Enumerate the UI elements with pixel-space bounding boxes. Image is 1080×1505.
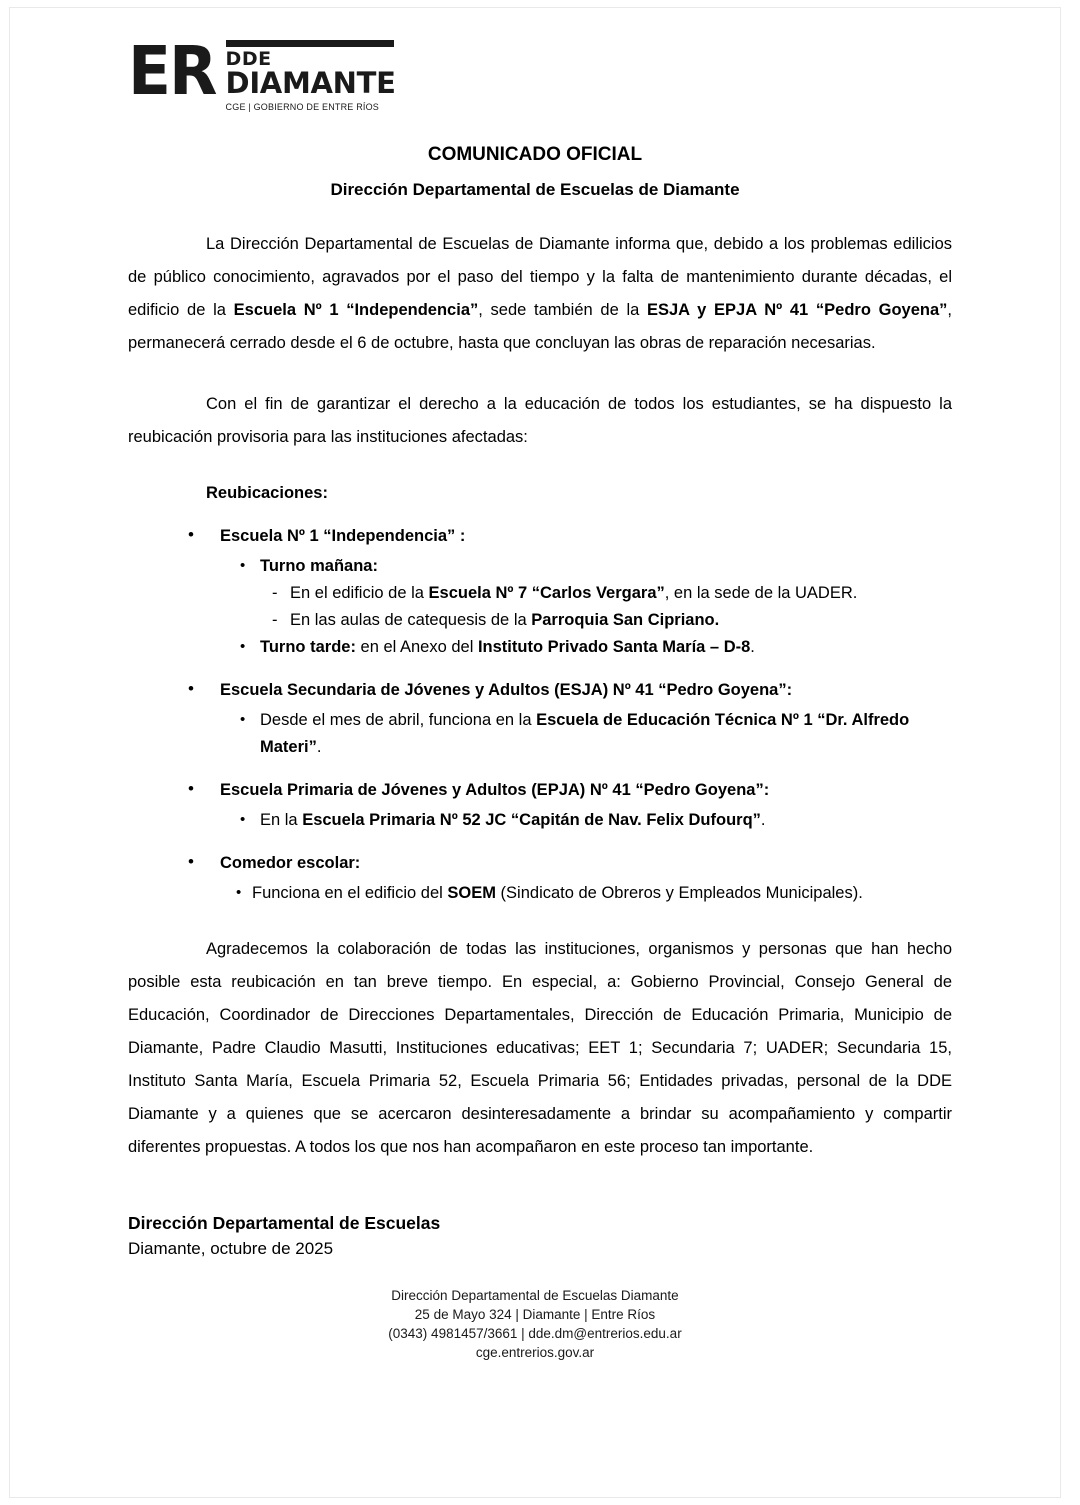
paragraph-1 bbox=[128, 228, 952, 360]
soem-name: SOEM bbox=[447, 884, 496, 902]
logo-bar-decoration bbox=[226, 40, 394, 47]
logo-text-block bbox=[226, 38, 396, 113]
page-subtitle: Dirección Departamental de Escuelas de Diamante bbox=[330, 180, 740, 199]
turno-manana-label: Turno mañana: bbox=[260, 557, 378, 575]
esja-loc-part-a: Desde el mes de abril, funciona en la bbox=[260, 711, 537, 729]
list-item-turno-manana-loc-2 bbox=[290, 607, 952, 634]
list-item-epja-41-loc bbox=[260, 807, 952, 834]
logo-initials: ER bbox=[128, 32, 216, 111]
comedor-locations bbox=[220, 880, 952, 907]
epja-loc-part-c: . bbox=[760, 811, 766, 829]
esja-loc-part-c: . bbox=[316, 738, 322, 756]
escuela-1-shifts bbox=[220, 553, 952, 661]
signature-organization: Dirección Departamental de Escuelas bbox=[128, 1213, 441, 1233]
footer-website: cge.entrerios.gov.ar bbox=[475, 1345, 595, 1360]
document-body bbox=[10, 228, 1060, 1164]
esja-41-locations bbox=[220, 707, 952, 761]
list-item-escuela-1 bbox=[220, 521, 952, 661]
logo-diamante-text: DIAMANTE bbox=[225, 66, 396, 100]
epja-loc-part-a: En la bbox=[260, 811, 303, 829]
list-item-turno-manana bbox=[260, 553, 952, 634]
school-1-name: Escuela Nº 1 “Independencia” bbox=[233, 301, 479, 319]
tm-loc2-part-a: En las aulas de catequesis de la bbox=[290, 611, 532, 629]
list-item-esja-41-label: Escuela Secundaria de Jóvenes y Adultos (ESJA) Nº 41 “Pedro Goyena”: bbox=[220, 681, 793, 699]
paragraph-1-part-c: , sede también de la bbox=[478, 301, 647, 319]
list-item-escuela-1-label: Escuela Nº 1 “Independencia” : bbox=[220, 527, 466, 545]
turno-tarde-label: Turno tarde: bbox=[260, 638, 356, 656]
list-item-comedor-label: Comedor escolar: bbox=[220, 854, 361, 872]
turno-manana-locations bbox=[260, 580, 952, 634]
paragraph-2: Con el fin de garantizar el derecho a la educación de todos los estudiantes, se ha dispuesto la reubicación provisoria para las instituciones afectadas: bbox=[128, 395, 952, 446]
eet-1-name: Escuela de Educación Técnica Nº 1 “Dr. Alfredo Materi” bbox=[260, 711, 910, 756]
list-item-turno-manana-loc-1 bbox=[290, 580, 952, 607]
relocations-heading: Reubicaciones: bbox=[206, 484, 328, 502]
instituto-santa-maria-name: Instituto Privado Santa María – D-8 bbox=[477, 638, 751, 656]
turno-tarde-part-c: . bbox=[750, 638, 755, 656]
logo-cge-text: CGE | GOBIERNO DE ENTRE RÍOS bbox=[225, 102, 380, 112]
list-item-comedor-escolar bbox=[220, 848, 952, 907]
dde-diamante-logo bbox=[128, 32, 1060, 112]
document-header bbox=[10, 8, 1060, 110]
turno-tarde-part-a: en el Anexo del bbox=[355, 638, 478, 656]
list-item-esja-41-loc bbox=[260, 707, 952, 761]
logo-dde-text: DDE bbox=[225, 48, 272, 70]
comedor-loc-part-a: Funciona en el edificio del bbox=[252, 884, 448, 902]
paragraph-3: Agradecemos la colaboración de todas las instituciones, organismos y personas que han hecho posible esta reubicación en tan breve tiempo. En especial, a: Gobierno Provincial, Consejo General de Educación, Coordinador de Direcciones Departamentales, Dirección de Educación Primaria, Municipio de Diamante, Padre Claudio Masutti, Instituciones educativas; EET 1; Secundaria 7; UADER; Secundaria 15, Instituto Santa María, Escuela Primaria 52, Escuela Primaria 56; Entidades privadas, personal de la DDE Diamante y a quienes que se acercaron desinteresadamente a brindar su acompañamiento y compartir diferentes propuestas. A todos los que nos han acompañaron en este proceso tan importante. bbox=[128, 940, 952, 1156]
paragraph-1-part-e: , permanecerá cerrado desde el 6 de octubre, hasta que concluyan las obras de reparación necesarias. bbox=[128, 301, 952, 352]
signature-date: Diamante, octubre de 2025 bbox=[128, 1239, 334, 1258]
signature-block bbox=[10, 1210, 1060, 1262]
escuela-52-name: Escuela Primaria Nº 52 JC “Capitán de Nav. Felix Dufourq” bbox=[302, 811, 761, 829]
tm-loc1-part-a: En el edificio de la bbox=[290, 584, 429, 602]
tm-loc1-part-c: , en la sede de la UADER. bbox=[664, 584, 858, 602]
document-sheet bbox=[10, 8, 1060, 1497]
paragraph-1-part-a: La Dirección Departamental de Escuelas de Diamante informa que, debido a los problemas edilicios de público conocimiento, agravados por el paso del tiempo y la falta de mantenimiento durante décadas, el edificio de la bbox=[128, 235, 952, 319]
page-title: COMUNICADO OFICIAL bbox=[427, 144, 643, 165]
footer-organization: Dirección Departamental de Escuelas Diamante bbox=[391, 1288, 679, 1303]
esja-epja-name: ESJA y EPJA Nº 41 “Pedro Goyena” bbox=[646, 301, 948, 319]
epja-41-locations bbox=[220, 807, 952, 834]
list-item-epja-41 bbox=[220, 775, 952, 834]
parroquia-name: Parroquia San Cipriano. bbox=[531, 611, 720, 629]
comedor-loc-part-c: (Sindicato de Obreros y Empleados Municipales). bbox=[495, 884, 863, 902]
list-item-comedor-loc bbox=[252, 880, 952, 907]
escuela-7-name: Escuela Nº 7 “Carlos Vergara” bbox=[428, 584, 665, 602]
relocations-list bbox=[128, 521, 952, 907]
footer-contact: (0343) 4981457/3661 | dde.dm@entrerios.edu.ar bbox=[388, 1326, 682, 1341]
list-item-turno-tarde bbox=[260, 634, 952, 661]
list-item-esja-41 bbox=[220, 675, 952, 761]
document-footer bbox=[10, 1286, 1060, 1362]
list-item-epja-41-label: Escuela Primaria de Jóvenes y Adultos (EPJA) Nº 41 “Pedro Goyena”: bbox=[220, 781, 770, 799]
footer-address: 25 de Mayo 324 | Diamante | Entre Ríos bbox=[414, 1307, 656, 1322]
